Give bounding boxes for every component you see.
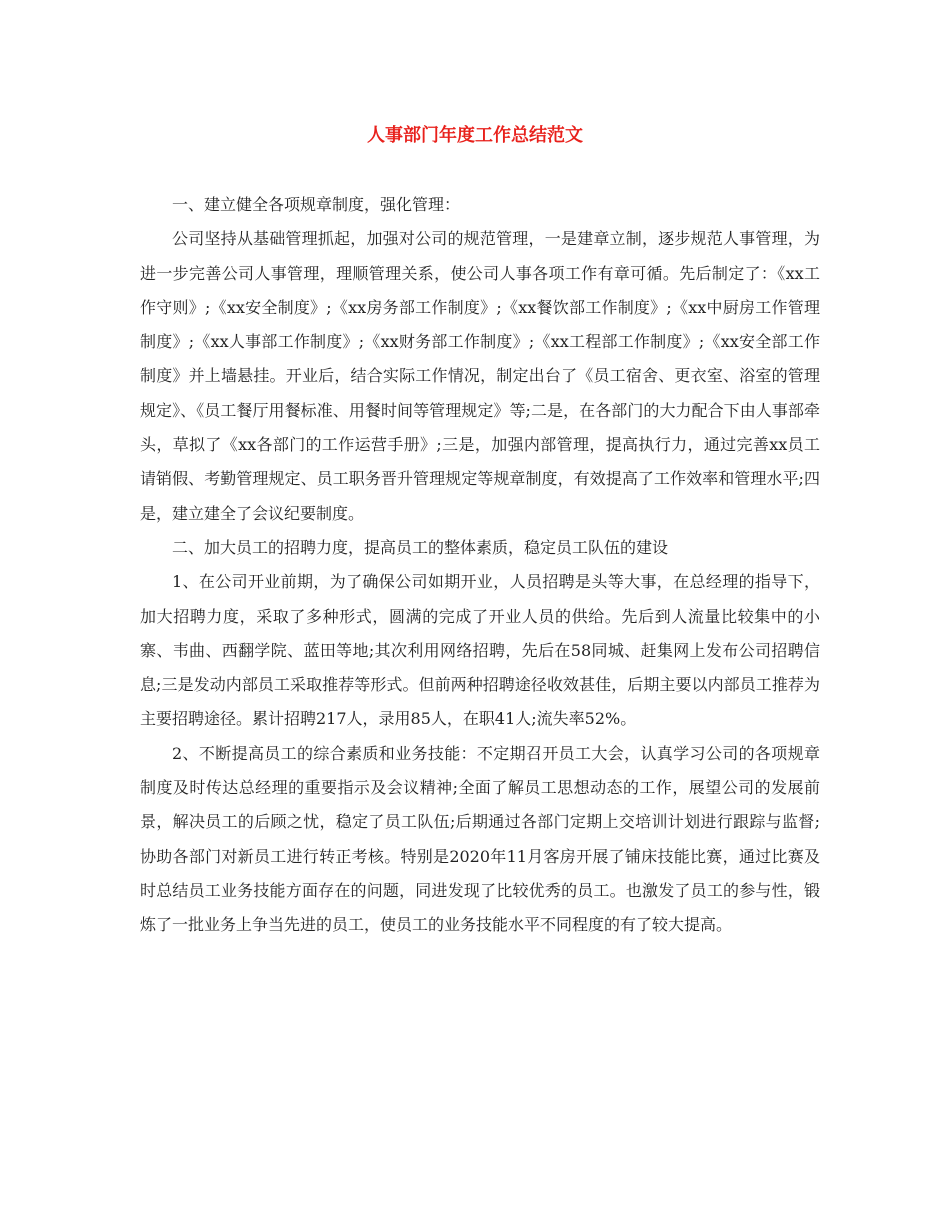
section-heading-2: 二、加大员工的招聘力度，提高员工的整体素质，稳定员工队伍的建设	[172, 537, 669, 557]
document-title: 人事部门年度工作总结范文	[367, 125, 583, 146]
body-paragraph: 1、在公司开业前期，为了确保公司如期开业，人员招聘是头等大事，在总经理的指导下，加大招聘力度，采取了多种形式，圆满的完成了开业人员的供给。先后到人流量比较集中的小寨、韦曲、西翻学院、蓝田等地;其次利用网络招聘，先后在58同城、赶集网上发布公司招聘信息;三是发动内部员工采取推荐等形式。但前两种招聘途径收效甚佳，后期主要以内部员工推荐为主要招聘途径。累计招聘217人，录用85人，在职41人;流失率52%。	[140, 572, 820, 729]
body-paragraph: 2、不断提高员工的综合素质和业务技能：不定期召开员工大会，认真学习公司的各项规章制度及时传达总经理的重要指示及会议精神;全面了解员工思想动态的工作，展望公司的发展前景，解决员工的后顾之忧，稳定了员工队伍;后期通过各部门定期上交培训计划进行跟踪与监督;协助各部门对新员工进行转正考核。特别是2020年11月客房开展了铺床技能比赛，通过比赛及时总结员工业务技能方面存在的问题，同进发现了比较优秀的员工。也激发了员工的参与性，锻炼了一批业务上争当先进的员工，使员工的业务技能水平不同程度的有了较大提高。	[140, 743, 820, 935]
body-paragraph: 公司坚持从基础管理抓起，加强对公司的规范管理，一是建章立制，逐步规范人事管理，为进一步完善公司人事管理，理顺管理关系，使公司人事各项工作有章可循。先后制定了：《xx工作守则》;《xx安全制度》;《xx房务部工作制度》;《xx餐饮部工作制度》;《xx中厨房工作管理制度》;《xx人事部工作制度》;《xx财务部工作制度》;《xx工程部工作制度》;《xx安全部工作制度》并上墙悬挂。开业后，结合实际工作情况，制定出台了《员工宿舍、更衣室、浴室的管理规定》、《员工餐厅用餐标准、用餐时间等管理规定》等;二是，在各部门的大力配合下由人事部牵头，草拟了《xx各部门的工作运营手册》;三是，加强内部管理，提高执行力，通过完善xx员工请销假、考勤管理规定、员工职务晋升管理规定等规章制度，有效提高了工作效率和管理水平;四是，建立建全了会议纪要制度。	[140, 229, 820, 523]
section-heading-1: 一、建立健全各项规章制度，强化管理：	[172, 195, 461, 214]
document-body	[140, 188, 820, 943]
